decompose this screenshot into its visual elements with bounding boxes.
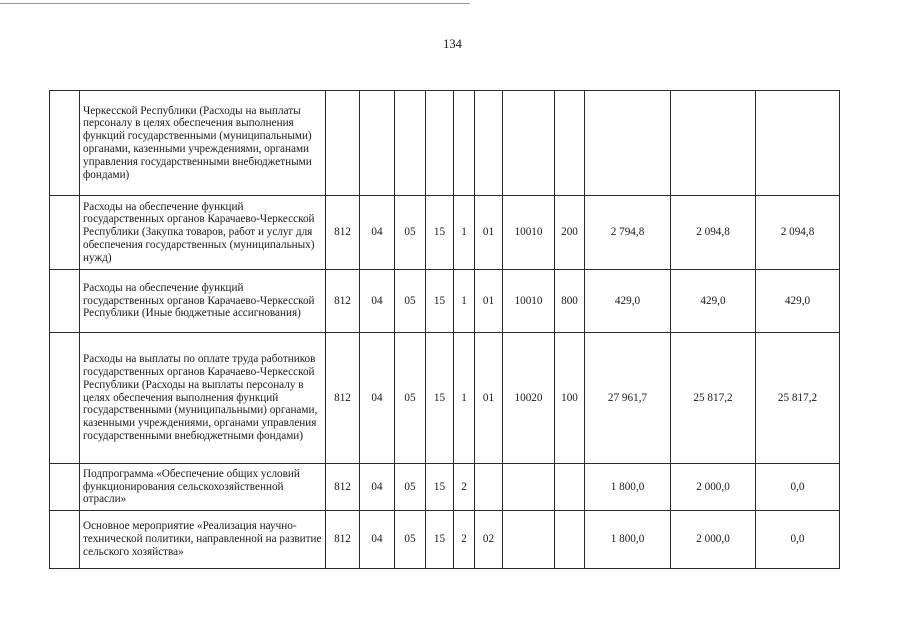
subsection-cell (395, 91, 426, 196)
rs-code-cell: 812 (326, 270, 360, 333)
expense-name-cell: Черкесской Республики (Расходы на выплаты персоналу в целях обеспечения выполнения функций государственными (муниципальными) органами, казенными учреждениями, органами управления государственными внебюджетными фондами) (80, 91, 326, 196)
section-cell: 04 (360, 196, 395, 270)
expense-type-cell (555, 91, 585, 196)
table-row (50, 270, 840, 333)
program-cell (426, 91, 454, 196)
expense-type-cell (555, 511, 585, 569)
expense-name-cell: Расходы на обеспечение функций государственных органов Карачаево-Черкесской Республики (Иные бюджетные ассигнования) (80, 270, 326, 333)
program-cell: 15 (426, 511, 454, 569)
row-index-cell (50, 270, 80, 333)
subprogram-cell (454, 91, 475, 196)
section-cell: 04 (360, 333, 395, 464)
section-cell (360, 91, 395, 196)
direction-cell: 10010 (503, 270, 555, 333)
section-cell: 04 (360, 464, 395, 511)
expense-type-cell: 200 (555, 196, 585, 270)
amount-2020-cell: 429,0 (756, 270, 840, 333)
page-number: 134 (443, 37, 462, 51)
main-activity-cell: 02 (475, 511, 503, 569)
amount-2018-cell: 2 794,8 (585, 196, 671, 270)
expense-type-cell: 100 (555, 333, 585, 464)
program-cell: 15 (426, 270, 454, 333)
section-cell: 04 (360, 270, 395, 333)
subprogram-cell: 2 (454, 464, 475, 511)
amount-2019-cell: 2 000,0 (671, 464, 756, 511)
program-cell: 15 (426, 333, 454, 464)
amount-2020-cell: 2 094,8 (756, 196, 840, 270)
expense-name-cell: Расходы на обеспечение функций государственных органов Карачаево-Черкесской Республики (Закупка товаров, работ и услуг для обеспечения государственных (муниципальных) нужд) (80, 196, 326, 270)
rs-code-cell: 812 (326, 464, 360, 511)
direction-cell (503, 91, 555, 196)
section-cell: 04 (360, 511, 395, 569)
direction-cell: 10020 (503, 333, 555, 464)
main-activity-cell: 01 (475, 333, 503, 464)
table-row (50, 464, 840, 511)
expense-type-cell (555, 464, 585, 511)
row-index-cell (50, 196, 80, 270)
row-index-cell (50, 464, 80, 511)
row-index-cell (50, 333, 80, 464)
main-activity-cell: 01 (475, 196, 503, 270)
row-index-cell (50, 511, 80, 569)
amount-2019-cell: 2 000,0 (671, 511, 756, 569)
subsection-cell: 05 (395, 333, 426, 464)
expense-name-cell: Основное мероприятие «Реализация научно-технической политики, направленной на развитие сельского хозяйства» (80, 511, 326, 569)
amount-2018-cell: 27 961,7 (585, 333, 671, 464)
subsection-cell: 05 (395, 196, 426, 270)
amount-2019-cell: 25 817,2 (671, 333, 756, 464)
subprogram-cell: 2 (454, 511, 475, 569)
subsection-cell: 05 (395, 511, 426, 569)
rs-code-cell (326, 91, 360, 196)
subprogram-cell: 1 (454, 196, 475, 270)
amount-2018-cell (585, 91, 671, 196)
row-index-cell (50, 91, 80, 196)
rs-code-cell: 812 (326, 511, 360, 569)
budget-table (49, 90, 840, 569)
main-activity-cell (475, 464, 503, 511)
expense-name-cell: Расходы на выплаты по оплате труда работников государственных органов Карачаево-Черкесской Республики (Расходы на выплаты персоналу в целях обеспечения выполнения функций государственными (муниципальными) органами, казенными учреждениями, органами управления государственными внебюджетными фондами) (80, 333, 326, 464)
subsection-cell: 05 (395, 270, 426, 333)
subsection-cell: 05 (395, 464, 426, 511)
top-rule (0, 3, 470, 4)
amount-2018-cell: 1 800,0 (585, 511, 671, 569)
rs-code-cell: 812 (326, 196, 360, 270)
amount-2018-cell: 1 800,0 (585, 464, 671, 511)
table-row (50, 333, 840, 464)
expense-type-cell: 800 (555, 270, 585, 333)
amount-2020-cell: 25 817,2 (756, 333, 840, 464)
main-activity-cell: 01 (475, 270, 503, 333)
subprogram-cell: 1 (454, 333, 475, 464)
table-row (50, 91, 840, 196)
program-cell: 15 (426, 464, 454, 511)
direction-cell: 10010 (503, 196, 555, 270)
amount-2020-cell: 0,0 (756, 511, 840, 569)
program-cell: 15 (426, 196, 454, 270)
amount-2020-cell (756, 91, 840, 196)
direction-cell (503, 511, 555, 569)
subprogram-cell: 1 (454, 270, 475, 333)
amount-2018-cell: 429,0 (585, 270, 671, 333)
amount-2019-cell (671, 91, 756, 196)
amount-2020-cell: 0,0 (756, 464, 840, 511)
table-row (50, 196, 840, 270)
expense-name-cell: Подпрограмма «Обеспечение общих условий функционирования сельскохозяйственной отрасли» (80, 464, 326, 511)
rs-code-cell: 812 (326, 333, 360, 464)
amount-2019-cell: 2 094,8 (671, 196, 756, 270)
amount-2019-cell: 429,0 (671, 270, 756, 333)
table-row (50, 511, 840, 569)
direction-cell (503, 464, 555, 511)
main-activity-cell (475, 91, 503, 196)
